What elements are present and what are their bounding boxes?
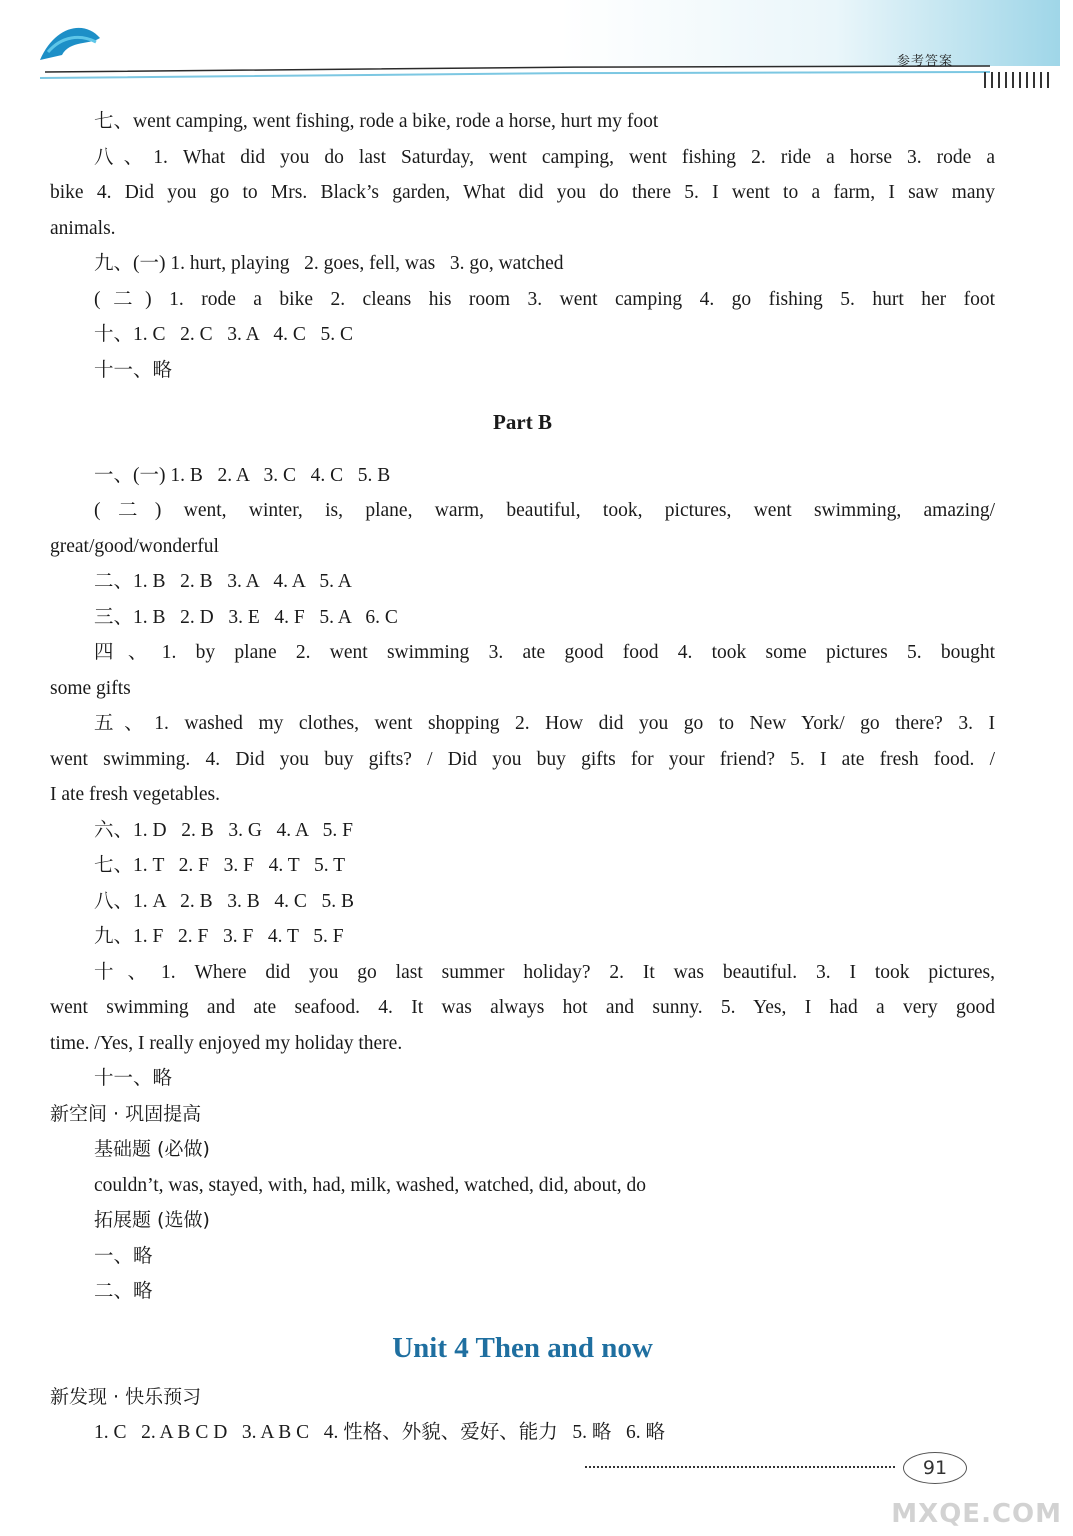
answer-line: 六、1. D 2. B 3. G 4. A 5. F bbox=[94, 819, 353, 841]
answer-line: went swimming. 4. Did you buy gifts? / Did you buy gifts for your friend? 5. I ate fresh food. / bbox=[50, 748, 995, 770]
answer-line: 二、略 bbox=[94, 1281, 153, 1302]
answer-line: 新空间 · 巩固提高 bbox=[50, 1102, 202, 1125]
answer-line: (二) went, winter, is, plane, warm, beautiful, took, pictures, went swimming, amazing/ bbox=[94, 500, 995, 521]
answer-line: 七、1. T 2. F 3. F 4. T 5. T bbox=[94, 855, 346, 876]
watermark-text: MXQE.COM bbox=[891, 1499, 1062, 1529]
answers-part-b bbox=[50, 458, 995, 1310]
answer-line: some gifts bbox=[50, 677, 131, 699]
bird-logo-icon bbox=[40, 28, 100, 60]
answer-line: 七、went camping, went fishing, rode a bike, rode a horse, hurt my foot bbox=[94, 111, 659, 132]
answer-line: 十一、略 bbox=[94, 359, 173, 381]
answer-line: 一、(一) 1. B 2. A 3. C 4. C 5. B bbox=[94, 464, 391, 486]
unit-title: Unit 4 Then and now bbox=[392, 1331, 653, 1364]
answer-content bbox=[50, 104, 995, 1451]
answer-line: I ate fresh vegetables. bbox=[50, 784, 220, 805]
part-b-title: Part B bbox=[493, 410, 552, 434]
answer-line: 五、1. washed my clothes, went shopping 2. How did you go to New York/ go there? 3. I bbox=[94, 713, 995, 734]
answer-line: 1. C 2. A B C D 3. A B C 4. 性格、外貌、爱好、能力 5. 略 6. 略 bbox=[94, 1422, 665, 1443]
answer-line: (二) 1. rode a bike 2. cleans his room 3. went camping 4. go fishing 5. hurt her foot bbox=[94, 288, 995, 310]
answer-line: 九、1. F 2. F 3. F 4. T 5. F bbox=[94, 926, 344, 947]
answer-line: went swimming and ate seafood. 4. It was always hot and sunny. 5. Yes, I had a very good bbox=[50, 997, 995, 1018]
answer-line: 三、1. B 2. D 3. E 4. F 5. A 6. C bbox=[94, 606, 398, 628]
watermark bbox=[891, 1440, 1070, 1535]
answer-line: time. /Yes, I really enjoyed my holiday there. bbox=[50, 1032, 403, 1054]
answer-line: bike 4. Did you go to Mrs. Black’s garden, What did you do there 5. I went to a farm, I saw many bbox=[50, 182, 995, 203]
answer-line: couldn’t, was, stayed, with, had, milk, washed, watched, did, about, do bbox=[94, 1174, 647, 1196]
answer-line: 十一、略 bbox=[94, 1068, 173, 1089]
page-number: 91 bbox=[903, 1452, 967, 1484]
page-header bbox=[0, 0, 1073, 100]
answer-line: great/good/wonderful bbox=[50, 535, 219, 557]
answer-line: 八、1. A 2. B 3. B 4. C 5. B bbox=[94, 890, 355, 912]
answer-line: 四、1. by plane 2. went swimming 3. ate good food 4. took some pictures 5. bought bbox=[94, 642, 995, 663]
answer-line: 八、1. What did you do last Saturday, went camping, went fishing 2. ride a horse 3. rode a bbox=[94, 146, 995, 168]
answer-line: 九、(一) 1. hurt, playing 2. goes, fell, was 3. go, watched bbox=[94, 253, 564, 274]
answer-line: animals. bbox=[50, 217, 116, 239]
answer-line: 十、1. C 2. C 3. A 4. C 5. C bbox=[94, 324, 353, 345]
answer-line: 新发现 · 快乐预习 bbox=[50, 1385, 202, 1408]
header-label: 参考答案 bbox=[896, 54, 953, 69]
answers-unit-4 bbox=[50, 1380, 995, 1451]
answer-line: 基础题 (必做) bbox=[94, 1138, 210, 1160]
answers-part-a bbox=[50, 104, 995, 388]
answer-line: 十、1. Where did you go last summer holiday? 2. It was beautiful. 3. I took pictures, bbox=[94, 961, 995, 983]
answer-line: 一、略 bbox=[94, 1245, 153, 1267]
answer-line: 拓展题 (选做) bbox=[94, 1209, 210, 1231]
answer-line: 二、1. B 2. B 3. A 4. A 5. A bbox=[94, 571, 352, 592]
footer-dotted-rule bbox=[585, 1464, 895, 1468]
